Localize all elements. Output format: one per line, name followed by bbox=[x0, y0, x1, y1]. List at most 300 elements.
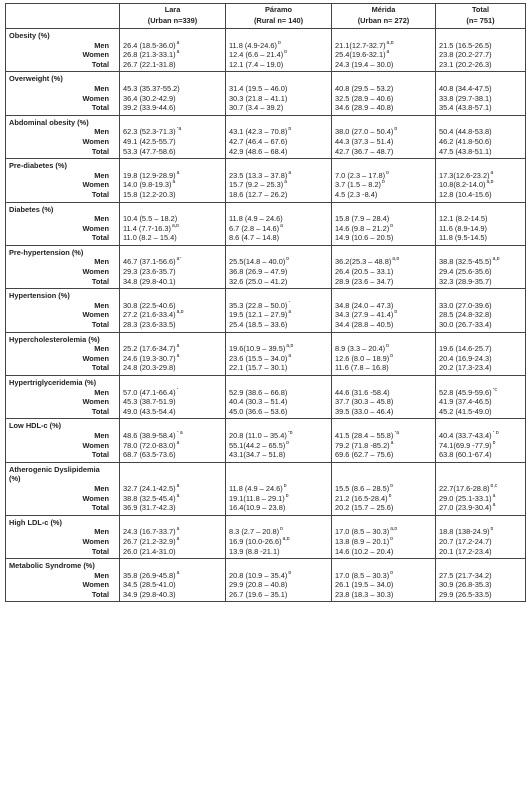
cell-value: 20.2 (17.3-23.4) bbox=[439, 363, 492, 373]
empty-cell bbox=[436, 202, 526, 214]
group-title-row bbox=[6, 559, 526, 571]
table-row bbox=[6, 190, 526, 202]
value-cell bbox=[436, 103, 526, 115]
significance-marker: a bbox=[288, 353, 292, 359]
table-row bbox=[6, 94, 526, 104]
group-title-row bbox=[6, 29, 526, 41]
significance-marker: a* bbox=[176, 257, 182, 263]
empty-cell bbox=[120, 289, 226, 301]
empty-cell bbox=[120, 245, 226, 257]
value-cell bbox=[436, 503, 526, 515]
cell-value: 26.8 (21.3-33.1) bbox=[123, 50, 176, 60]
value-cell bbox=[436, 397, 526, 407]
cell-value: 36.8 (26.9 – 47.9) bbox=[229, 267, 288, 277]
cell-value: 25.4 (18.5 – 33.6) bbox=[229, 320, 288, 330]
cell-value: 25.4(19.6-32.1) bbox=[335, 50, 386, 60]
significance-marker: a,b bbox=[286, 344, 294, 350]
cell-value: 17.0 (8.5 – 30.3) bbox=[335, 570, 390, 580]
value-cell bbox=[436, 267, 526, 277]
significance-marker: a bbox=[172, 180, 176, 186]
value-cell bbox=[332, 571, 436, 581]
cell-value: 25.2 (17.6-34.7) bbox=[123, 344, 176, 354]
significance-marker: a bbox=[176, 440, 180, 446]
cell-value: 37.7 (30.3 – 45.8) bbox=[335, 397, 394, 407]
cell-value: 34.8 (24.0 – 47.3) bbox=[335, 300, 394, 310]
value-cell bbox=[226, 450, 332, 462]
empty-cell bbox=[332, 159, 436, 171]
cell-value: 46.7 (37.1-56.6) bbox=[123, 257, 176, 267]
value-cell bbox=[226, 50, 332, 60]
significance-marker: a bbox=[176, 570, 180, 576]
cell-value: 20.8 (11.0 – 35.4) bbox=[229, 430, 287, 440]
cell-value: 14.0 (9.8-19.3) bbox=[123, 180, 172, 190]
cell-value: 18.8 (138-24.9) bbox=[439, 527, 490, 537]
significance-marker: a bbox=[492, 493, 496, 499]
cell-value: 12.6 (8.0 – 18.9) bbox=[335, 353, 390, 363]
value-cell bbox=[436, 233, 526, 245]
row-label: Men bbox=[6, 571, 120, 581]
cell-value: 38.0 (27.0 – 50.4) bbox=[335, 127, 394, 137]
significance-marker: b bbox=[388, 493, 392, 499]
value-cell bbox=[436, 180, 526, 190]
value-cell bbox=[332, 41, 436, 51]
cell-value: 8.3 (2.7 – 20.8) bbox=[229, 527, 280, 537]
value-cell bbox=[226, 84, 332, 94]
table-row bbox=[6, 407, 526, 419]
cell-value: 39.2 (33.9-44.6) bbox=[123, 103, 176, 113]
empty-cell bbox=[332, 419, 436, 431]
value-cell bbox=[226, 590, 332, 602]
cell-value: 19.5 (12.1 – 27.9) bbox=[229, 310, 288, 320]
cell-value: 15.8 (7.9 – 28.4) bbox=[335, 214, 390, 224]
table-group bbox=[6, 245, 526, 288]
cell-value: 16.4(10.9 – 23.8) bbox=[229, 503, 286, 513]
cell-value: 27.0 (23.9-30.4) bbox=[439, 503, 492, 513]
empty-cell bbox=[120, 159, 226, 171]
significance-marker: *b bbox=[287, 430, 293, 436]
cell-value: 35.3 (22.8 – 50.0) bbox=[229, 300, 288, 310]
row-label: Men bbox=[6, 388, 120, 398]
value-cell bbox=[436, 590, 526, 602]
header-corner bbox=[6, 4, 120, 29]
cell-value: 26.0 (21.4-31.0) bbox=[123, 546, 176, 556]
row-label: Total bbox=[6, 363, 120, 375]
value-cell bbox=[226, 94, 332, 104]
value-cell bbox=[436, 257, 526, 267]
empty-cell bbox=[436, 115, 526, 127]
cell-value: 68.7 (63.5-73.6) bbox=[123, 450, 176, 460]
cell-value: 38.8 (32.5-45.5) bbox=[439, 257, 492, 267]
group-title: Hypertension (%) bbox=[6, 289, 120, 301]
value-cell bbox=[226, 224, 332, 234]
significance-marker: a bbox=[176, 344, 180, 350]
cell-value: 32.5 (28.9 – 40.6) bbox=[335, 93, 394, 103]
empty-cell bbox=[120, 376, 226, 388]
empty-cell bbox=[120, 29, 226, 41]
significance-marker: b bbox=[394, 127, 398, 133]
cell-value: 30.8 (22.5-40.6) bbox=[123, 300, 176, 310]
empty-cell bbox=[226, 289, 332, 301]
table-row bbox=[6, 224, 526, 234]
table-group bbox=[6, 202, 526, 245]
value-cell bbox=[332, 388, 436, 398]
header-merida bbox=[332, 4, 436, 29]
header-lara bbox=[120, 4, 226, 29]
significance-marker: a bbox=[176, 170, 180, 176]
empty-cell bbox=[332, 289, 436, 301]
table-group bbox=[6, 419, 526, 462]
significance-marker: a,b bbox=[282, 536, 290, 542]
empty-cell bbox=[436, 559, 526, 571]
value-cell bbox=[226, 320, 332, 332]
value-cell bbox=[332, 310, 436, 320]
cell-value: 30.9 (26.8-35.3) bbox=[439, 580, 492, 590]
cell-value: 23.1 (20.2-26.3) bbox=[439, 59, 492, 69]
significance-marker: a bbox=[490, 170, 494, 176]
value-cell bbox=[332, 441, 436, 451]
empty-cell bbox=[120, 462, 226, 474]
row-label: Men bbox=[6, 257, 120, 267]
table-row bbox=[6, 484, 526, 494]
row-label: Men bbox=[6, 344, 120, 354]
empty-cell bbox=[226, 72, 332, 84]
value-cell bbox=[226, 354, 332, 364]
empty-cell bbox=[120, 115, 226, 127]
value-cell bbox=[436, 171, 526, 181]
value-cell bbox=[120, 431, 226, 441]
value-cell bbox=[436, 571, 526, 581]
cell-value: 20.4 (16.9-24.3) bbox=[439, 353, 492, 363]
cell-value: 38.8 (32.5-45.4) bbox=[123, 493, 176, 503]
header-paramo-sub: (Rural n= 140) bbox=[253, 15, 304, 25]
cell-value: 6.7 (2.8 – 14.6) bbox=[229, 223, 280, 233]
empty-cell bbox=[436, 159, 526, 171]
cell-value: 42.9 (48.6 – 68.4) bbox=[229, 146, 288, 156]
table-row bbox=[6, 41, 526, 51]
value-cell bbox=[226, 407, 332, 419]
empty-cell bbox=[226, 202, 332, 214]
empty-cell bbox=[120, 474, 226, 484]
value-cell bbox=[332, 60, 436, 72]
group-title: Pre-hypertension (%) bbox=[6, 245, 120, 257]
empty-cell bbox=[332, 474, 436, 484]
row-label: Women bbox=[6, 580, 120, 590]
cell-value: 7.0 (2.3 – 17.8) bbox=[335, 170, 386, 180]
empty-cell bbox=[332, 376, 436, 388]
value-cell bbox=[120, 171, 226, 181]
cell-value: 40.4 (33.7-43.4) bbox=[439, 430, 492, 440]
value-cell bbox=[436, 344, 526, 354]
value-cell bbox=[120, 441, 226, 451]
cell-value: 29.9 (20.8 – 40.8) bbox=[229, 580, 288, 590]
row-label: Total bbox=[6, 320, 120, 332]
cell-value: 26.1 (19.5 – 34.0) bbox=[335, 580, 394, 590]
cell-value: 22.7(17.6-28.8) bbox=[439, 483, 490, 493]
table-group bbox=[6, 462, 526, 515]
value-cell bbox=[226, 171, 332, 181]
cell-value: 49.1 (42.5-55.7) bbox=[123, 136, 176, 146]
table-group bbox=[6, 159, 526, 202]
significance-marker: b bbox=[285, 493, 289, 499]
value-cell bbox=[120, 214, 226, 224]
value-cell bbox=[436, 320, 526, 332]
empty-cell bbox=[436, 72, 526, 84]
value-cell bbox=[120, 503, 226, 515]
value-cell bbox=[436, 407, 526, 419]
table-row bbox=[6, 310, 526, 320]
header-total-name: Total bbox=[471, 5, 490, 14]
cell-value: 78.0 (72.0-83.0) bbox=[123, 440, 176, 450]
cell-value: 40.4 (30.3 – 51.4) bbox=[229, 397, 288, 407]
table-group bbox=[6, 29, 526, 72]
value-cell bbox=[332, 527, 436, 537]
row-label: Women bbox=[6, 267, 120, 277]
row-label: Men bbox=[6, 301, 120, 311]
cell-value: 4.5 (2.3 -8.4) bbox=[335, 189, 378, 199]
cell-value: 35.4 (43.8-57.1) bbox=[439, 103, 492, 113]
value-cell bbox=[120, 354, 226, 364]
cell-value: 32.7 (24.1-42.5) bbox=[123, 483, 176, 493]
value-cell bbox=[226, 441, 332, 451]
empty-cell bbox=[332, 29, 436, 41]
value-cell bbox=[436, 94, 526, 104]
significance-marker: *c bbox=[492, 387, 498, 393]
value-cell bbox=[120, 388, 226, 398]
table-row bbox=[6, 233, 526, 245]
table-group bbox=[6, 72, 526, 115]
group-title-row bbox=[6, 462, 526, 474]
table-row bbox=[6, 344, 526, 354]
table-row bbox=[6, 127, 526, 137]
group-title: Low HDL-c (%) bbox=[6, 419, 120, 431]
row-label: Men bbox=[6, 41, 120, 51]
cell-value: 48.6 (38.9-58.4) bbox=[123, 430, 176, 440]
value-cell bbox=[332, 397, 436, 407]
empty-cell bbox=[436, 462, 526, 474]
group-title-row bbox=[6, 72, 526, 84]
cell-value: 10.8(8.2-14.0) bbox=[439, 180, 486, 190]
significance-marker: b bbox=[390, 483, 394, 489]
value-cell bbox=[226, 431, 332, 441]
significance-marker: * bbox=[176, 387, 179, 393]
value-cell bbox=[332, 277, 436, 289]
value-cell bbox=[436, 431, 526, 441]
value-cell bbox=[436, 354, 526, 364]
table-row bbox=[6, 431, 526, 441]
value-cell bbox=[226, 180, 332, 190]
value-cell bbox=[226, 310, 332, 320]
row-label: Women bbox=[6, 180, 120, 190]
cell-value: 18.6 (12.7 – 26.2) bbox=[229, 189, 288, 199]
value-cell bbox=[332, 354, 436, 364]
table-row bbox=[6, 267, 526, 277]
table-row bbox=[6, 441, 526, 451]
table-row bbox=[6, 503, 526, 515]
row-label: Women bbox=[6, 94, 120, 104]
row-label: Women bbox=[6, 224, 120, 234]
table-row bbox=[6, 363, 526, 375]
value-cell bbox=[226, 344, 332, 354]
group-title: Overweight (%) bbox=[6, 72, 120, 84]
value-cell bbox=[120, 590, 226, 602]
value-cell bbox=[226, 301, 332, 311]
table-group bbox=[6, 376, 526, 419]
significance-marker: b bbox=[492, 440, 496, 446]
cell-value: 17.3(12.6-23.2) bbox=[439, 170, 490, 180]
empty-cell bbox=[226, 29, 332, 41]
significance-marker: a,b bbox=[386, 40, 394, 46]
value-cell bbox=[120, 147, 226, 159]
group-title: High LDL-c (%) bbox=[6, 515, 120, 527]
value-cell bbox=[332, 84, 436, 94]
value-cell bbox=[332, 94, 436, 104]
cell-value: 20.7 (17.2-24.7) bbox=[439, 536, 492, 546]
cell-value: 47.5 (43.8-51.1) bbox=[439, 146, 492, 156]
cell-value: 34.9 (29.8-40.3) bbox=[123, 589, 176, 599]
cell-value: 63.8 (60.1-67.4) bbox=[439, 450, 492, 460]
empty-cell bbox=[436, 245, 526, 257]
significance-marker: a bbox=[288, 170, 292, 176]
value-cell bbox=[120, 84, 226, 94]
header-merida-name: Mérida bbox=[371, 5, 396, 14]
empty-cell bbox=[332, 115, 436, 127]
value-cell bbox=[120, 547, 226, 559]
value-cell bbox=[226, 571, 332, 581]
value-cell bbox=[120, 397, 226, 407]
value-cell bbox=[120, 103, 226, 115]
value-cell bbox=[120, 127, 226, 137]
cell-value: 28.3 (23.6-33.5) bbox=[123, 320, 176, 330]
value-cell bbox=[120, 267, 226, 277]
value-cell bbox=[332, 257, 436, 267]
cell-value: 35.8 (26.9-45.8) bbox=[123, 570, 176, 580]
value-cell bbox=[226, 233, 332, 245]
group-title-row bbox=[6, 419, 526, 431]
significance-marker: b bbox=[390, 536, 394, 542]
value-cell bbox=[120, 320, 226, 332]
table-row bbox=[6, 527, 526, 537]
value-cell bbox=[226, 494, 332, 504]
empty-cell bbox=[120, 72, 226, 84]
cell-value: 22.1 (15.7 – 30.1) bbox=[229, 363, 288, 373]
cell-value: 20.2 (15.7 – 25.6) bbox=[335, 503, 394, 513]
row-label: Total bbox=[6, 450, 120, 462]
row-label: Men bbox=[6, 127, 120, 137]
header-total-sub: (n= 751) bbox=[466, 15, 495, 25]
value-cell bbox=[120, 301, 226, 311]
cell-value: 29.0 (25.1-33.1) bbox=[439, 493, 492, 503]
empty-cell bbox=[436, 419, 526, 431]
value-cell bbox=[120, 94, 226, 104]
value-cell bbox=[436, 301, 526, 311]
row-label: Total bbox=[6, 103, 120, 115]
table-row bbox=[6, 580, 526, 590]
significance-marker: b bbox=[286, 440, 290, 446]
group-title-row bbox=[6, 332, 526, 344]
cell-value: 62.3 (52.3-71.3) bbox=[123, 127, 176, 137]
header-merida-sub: (Urban n= 272) bbox=[357, 15, 410, 25]
empty-cell bbox=[226, 376, 332, 388]
value-cell bbox=[226, 190, 332, 202]
value-cell bbox=[436, 580, 526, 590]
value-cell bbox=[332, 494, 436, 504]
significance-marker: *a bbox=[176, 127, 182, 133]
empty-cell bbox=[226, 115, 332, 127]
cell-value: 39.5 (33.0 – 46.4) bbox=[335, 406, 394, 416]
cell-value: 19.6 (14.6-25.7) bbox=[439, 344, 492, 354]
value-cell bbox=[436, 277, 526, 289]
value-cell bbox=[436, 547, 526, 559]
value-cell bbox=[436, 388, 526, 398]
table-row bbox=[6, 137, 526, 147]
value-cell bbox=[226, 388, 332, 398]
row-label: Women bbox=[6, 354, 120, 364]
value-cell bbox=[332, 137, 436, 147]
table-group bbox=[6, 559, 526, 602]
cell-value: 29.3 (23.6-35.7) bbox=[123, 267, 176, 277]
cell-value: 12.1 (8.2-14.5) bbox=[439, 214, 488, 224]
table-group bbox=[6, 115, 526, 158]
cell-value: 21.1(12.7-32.7) bbox=[335, 40, 386, 50]
value-cell bbox=[226, 363, 332, 375]
cell-value: 30.3 (21.8 – 41.1) bbox=[229, 93, 288, 103]
value-cell bbox=[226, 137, 332, 147]
table-row bbox=[6, 171, 526, 181]
cell-value: 24.3 (16.7-33.7) bbox=[123, 527, 176, 537]
header-total bbox=[436, 4, 526, 29]
significance-marker: b bbox=[277, 40, 281, 46]
value-cell bbox=[436, 537, 526, 547]
value-cell bbox=[226, 147, 332, 159]
cell-value: 40.8 (34.4-47.5) bbox=[439, 83, 492, 93]
value-cell bbox=[120, 580, 226, 590]
cell-value: 21.5 (16.5-26.5) bbox=[439, 40, 492, 50]
significance-marker: a,b bbox=[392, 257, 400, 263]
cell-value: 52.8 (45.9-59.6) bbox=[439, 387, 492, 397]
value-cell bbox=[332, 147, 436, 159]
empty-cell bbox=[120, 559, 226, 571]
table-row bbox=[6, 60, 526, 72]
value-cell bbox=[332, 580, 436, 590]
value-cell bbox=[120, 344, 226, 354]
cell-value: 23.6 (15.5 – 34.0) bbox=[229, 353, 288, 363]
cell-value: 30.0 (26.7-33.4) bbox=[439, 320, 492, 330]
empty-cell bbox=[332, 559, 436, 571]
value-cell bbox=[332, 180, 436, 190]
significance-marker: a bbox=[176, 483, 180, 489]
empty-cell bbox=[436, 474, 526, 484]
group-title-row bbox=[6, 245, 526, 257]
group-title: Metabolic Syndrome (%) bbox=[6, 559, 120, 571]
table-header bbox=[6, 4, 526, 29]
empty-cell bbox=[120, 419, 226, 431]
cell-value: 26.7 (19.6 – 35.1) bbox=[229, 589, 288, 599]
cell-value: 13.8 (8.9 – 20.1) bbox=[335, 536, 390, 546]
significance-marker: a bbox=[176, 40, 180, 46]
group-title-row bbox=[6, 289, 526, 301]
empty-cell bbox=[226, 474, 332, 484]
value-cell bbox=[120, 571, 226, 581]
significance-marker: a bbox=[284, 180, 288, 186]
significance-marker: a bbox=[176, 527, 180, 533]
value-cell bbox=[120, 363, 226, 375]
group-title: Hypertriglyceridemia (%) bbox=[6, 376, 120, 388]
cell-value: 16.9 (10.0-26.6) bbox=[229, 536, 282, 546]
empty-cell bbox=[120, 332, 226, 344]
value-cell bbox=[226, 527, 332, 537]
row-label: Women bbox=[6, 50, 120, 60]
value-cell bbox=[120, 277, 226, 289]
